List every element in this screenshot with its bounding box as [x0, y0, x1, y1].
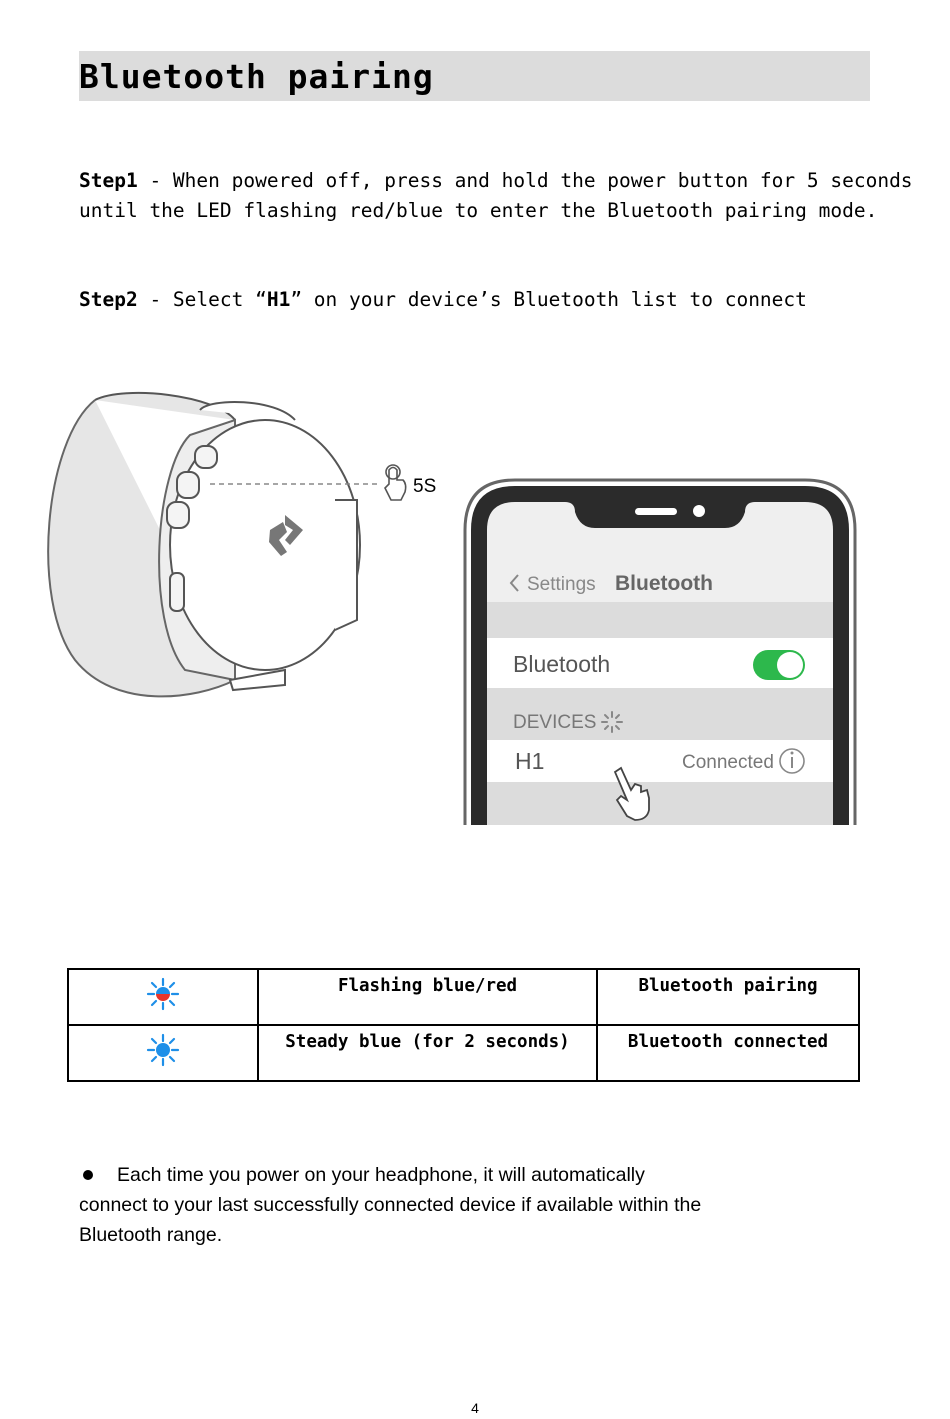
phone-header-title: Bluetooth — [615, 572, 713, 595]
led-red-blue-icon — [146, 977, 180, 1011]
note-line1: Each time you power on your headphone, it will automatically — [117, 1164, 645, 1186]
note-line2: connect to your last successfully connected device if available within the — [79, 1194, 702, 1216]
led-blue-icon — [146, 1033, 180, 1067]
page-title: Bluetooth pairing — [79, 57, 434, 96]
step2-label: Step2 — [79, 288, 138, 311]
table-row — [68, 969, 859, 1025]
device-status: Connected — [682, 752, 774, 773]
title-bar — [79, 51, 870, 101]
step2-text-after: ” on your device’s Bluetooth list to connect — [290, 288, 807, 311]
step1-line1 — [79, 166, 913, 196]
table-row — [68, 1025, 859, 1081]
led-icon-cell — [68, 1025, 258, 1081]
headphone-illustration — [48, 393, 360, 696]
pairing-illustration — [35, 380, 865, 830]
bluetooth-toggle[interactable] — [753, 650, 805, 680]
bluetooth-toggle-label: Bluetooth — [513, 651, 611, 677]
led-status-table — [67, 968, 860, 1082]
led-meaning-cell: Bluetooth connected — [597, 1025, 859, 1081]
page-number: 4 — [471, 1400, 479, 1416]
note-line3: Bluetooth range. — [79, 1224, 223, 1246]
devices-section-label: DEVICES — [513, 712, 597, 733]
step2-paragraph — [79, 285, 879, 315]
device-name[interactable]: H1 — [515, 748, 545, 774]
step1-label: Step1 — [79, 169, 138, 192]
auto-connect-note — [79, 1160, 759, 1250]
step1-text-line1: - When powered off, press and hold the power button for 5 seconds — [137, 169, 913, 192]
led-icon-cell — [68, 969, 258, 1025]
led-meaning-cell: Bluetooth pairing — [597, 969, 859, 1025]
back-label: Settings — [527, 574, 596, 595]
hold-duration-label: 5S — [413, 476, 437, 497]
step2-device-name: H1 — [266, 288, 291, 311]
finger-press-icon — [385, 465, 406, 500]
led-state-cell: Flashing blue/red — [258, 969, 597, 1025]
step1-paragraph — [79, 166, 913, 226]
step1-text-line2: until the LED flashing red/blue to enter the Bluetooth pairing mode. — [79, 199, 878, 222]
step2-text-before: - Select “ — [137, 288, 267, 311]
led-state-cell: Steady blue (for 2 seconds) — [258, 1025, 597, 1081]
bullet-icon — [83, 1170, 93, 1180]
